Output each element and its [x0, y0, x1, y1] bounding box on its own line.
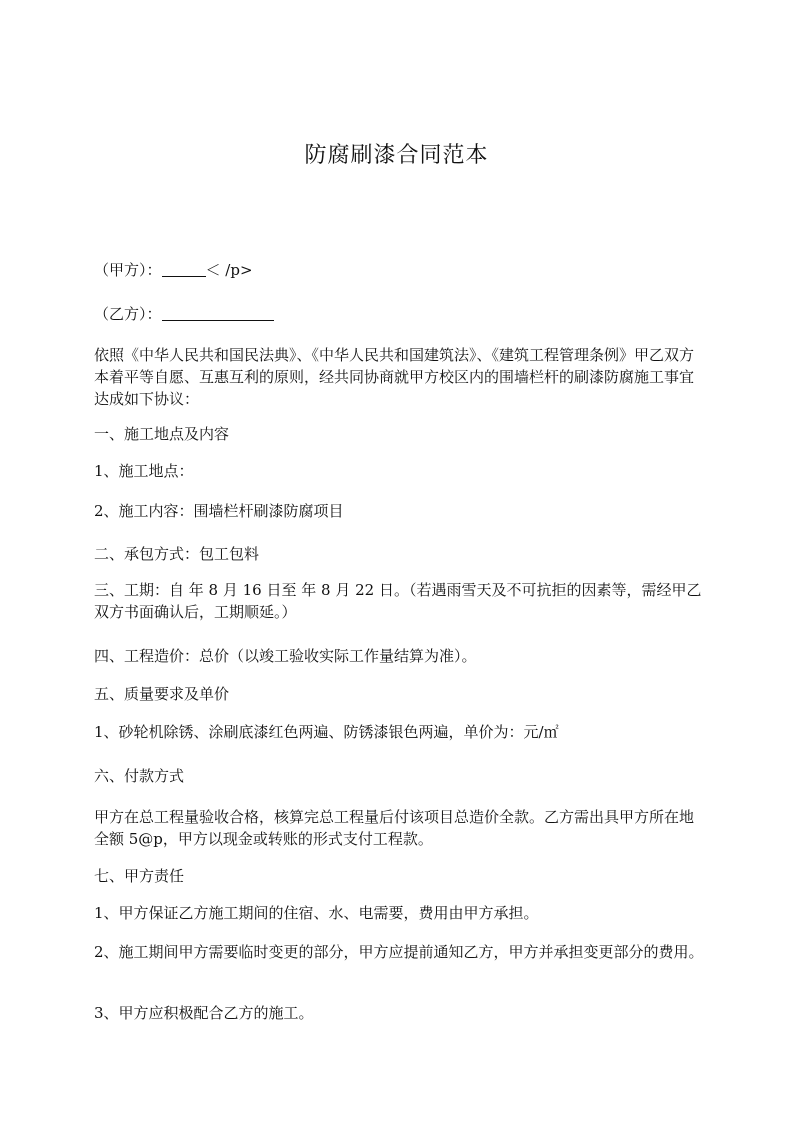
party-a-suffix: ＜ /p> [205, 261, 253, 279]
section-7-heading: 七、甲方责任 [94, 867, 185, 885]
section-1-heading: 一、施工地点及内容 [94, 425, 230, 443]
section-6-text: 甲方在总工程量验收合格，核算完总工程量后付该项目总造价全款。乙方需出具甲方所在地全额 5@p，甲方以现金或转账的形式支付工程款。 [94, 808, 695, 848]
document-title: 防腐刷漆合同范本 [304, 143, 489, 168]
section-4: 四、工程造价：总价（以竣工验收实际工作量结算为准）。 [94, 647, 477, 665]
section-1-item-2: 2、施工内容：围墙栏杆刷漆防腐项目 [94, 502, 344, 520]
party-b-line [94, 304, 706, 324]
party-a-blank [162, 261, 206, 277]
section-1-item-1: 1、施工地点： [94, 462, 194, 480]
section-2: 二、承包方式：包工包料 [94, 545, 260, 563]
section-5-heading: 五、质量要求及单价 [94, 685, 230, 703]
section-5-item-1: 1、砂轮机除锈、涂刷底漆红色两遍、防锈漆银色两遍，单价为：元/㎡ [94, 723, 559, 741]
party-a-line [94, 260, 706, 280]
intro-paragraph: 依照《中华人民共和国民法典》、《中华人民共和国建筑法》、《建筑工程管理条例》甲乙双方本着平等自愿、互惠互利的原则，经共同协商就甲方校区内的围墙栏杆的刷漆防腐施工事宜达成如下协议： [94, 346, 695, 408]
section-6-heading: 六、付款方式 [94, 767, 185, 785]
party-b-blank [162, 305, 274, 321]
section-7-item-2: 2、施工期间甲方需要临时变更的部分，甲方应提前通知乙方，甲方并承担变更部分的费用。 [94, 943, 704, 961]
section-3: 三、工期：自 年 8 月 16 日至 年 8 月 22 日。（若遇雨雪天及不可抗拒的因素等，需经甲乙双方书面确认后，工期顺延。） [94, 581, 702, 621]
party-a-label: （甲方）： [94, 261, 162, 279]
section-7-item-1: 1、甲方保证乙方施工期间的住宿、水、电需要，费用由甲方承担。 [94, 904, 539, 922]
party-b-label: （乙方）： [94, 305, 162, 323]
section-7-item-3: 3、甲方应积极配合乙方的施工。 [94, 1004, 314, 1022]
